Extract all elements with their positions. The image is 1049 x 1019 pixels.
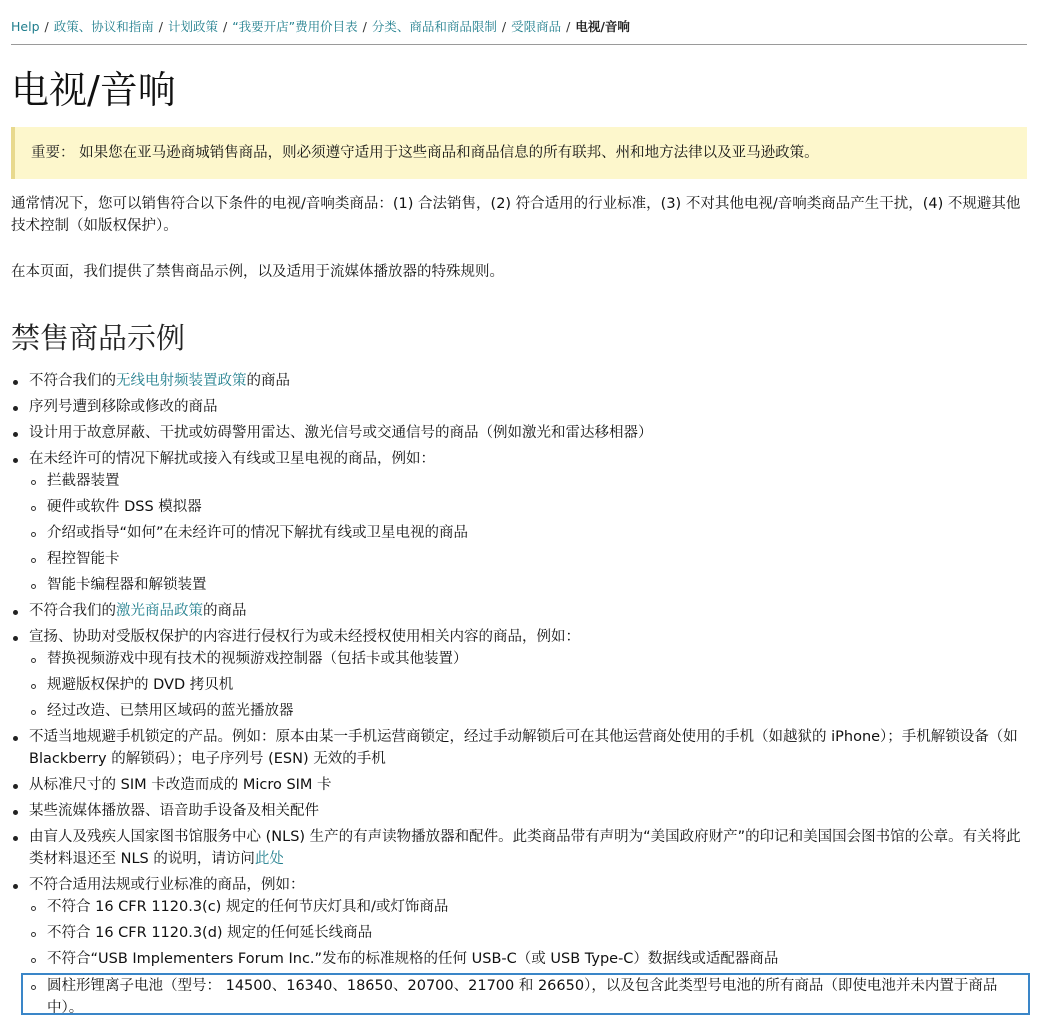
divider [11, 44, 1027, 45]
radio-frequency-policy-link[interactable]: 无线电射频装置政策 [116, 373, 247, 389]
breadcrumb-separator: / [222, 19, 228, 34]
breadcrumb-separator: / [158, 19, 163, 34]
list-item: 序列号遭到移除或修改的商品 [29, 399, 218, 415]
sub-bullet-icon [31, 584, 36, 589]
sub-bullet-icon [31, 558, 36, 563]
sub-bullet-icon [31, 684, 36, 689]
sub-list-item: 不符合“USB Implementers Forum Inc.”发布的标准规格的任何 USB-C（或 USB Type-C）数据线或适配器商品 [47, 951, 779, 967]
bullet-icon [13, 784, 18, 789]
bullet-icon [13, 836, 18, 841]
bullet-icon [13, 810, 18, 815]
sub-list-item: 圆柱形锂离子电池（型号： 14500、16340、18650、20700、21700 和 26650），以及包含此类型号电池的所有商品（即使电池并未内置于商品中）。 [47, 978, 998, 1016]
sub-list-item: 经过改造、已禁用区域码的蓝光播放器 [47, 703, 294, 719]
breadcrumb [11, 17, 630, 37]
list-item-text: 的商品 [203, 603, 247, 619]
bullet-icon [13, 636, 18, 641]
list-item-text: 不符合我们的 [29, 603, 116, 619]
bullet-icon [13, 380, 18, 385]
sub-bullet-icon [31, 506, 36, 511]
list-item: 不符合适用法规或行业标准的商品，例如： [29, 877, 305, 893]
list-item: 在未经许可的情况下解扰或接入有线或卫星电视的商品，例如： [29, 451, 435, 467]
bullet-icon [13, 432, 18, 437]
sub-bullet-icon [31, 932, 36, 937]
bullet-icon [13, 610, 18, 615]
bullet-icon [13, 884, 18, 889]
sub-list-item: 介绍或指导“如何”在未经许可的情况下解扰有线或卫星电视的商品 [47, 525, 469, 541]
breadcrumb-link-help[interactable]: Help [11, 19, 40, 34]
breadcrumb-separator: / [362, 19, 367, 34]
notice-text: 如果您在亚马逊商城销售商品，则必须遵守适用于这些商品和商品信息的所有联邦、州和地方法律以及亚马逊政策。 [79, 145, 819, 161]
breadcrumb-link-policies[interactable]: 政策、协议和指南 [53, 19, 154, 34]
list-item-text: 不符合我们的 [29, 373, 116, 389]
bullet-icon [13, 406, 18, 411]
sub-list-item: 替换视频游戏中现有技术的视频游戏控制器（包括卡或其他装置） [47, 651, 468, 667]
section-title: 禁售商品示例 [11, 321, 186, 355]
sub-list-item: 不符合 16 CFR 1120.3(d) 规定的任何延长线商品 [47, 925, 373, 941]
sub-list-item: 规避版权保护的 DVD 拷贝机 [47, 677, 234, 693]
sub-bullet-icon [31, 906, 36, 911]
sub-bullet-icon [31, 958, 36, 963]
sub-list-item: 程控智能卡 [47, 551, 120, 567]
list-item [29, 826, 1027, 870]
bullet-icon [13, 736, 18, 741]
intro-paragraph: 通常情况下，您可以销售符合以下条件的电视/音响类商品：(1) 合法销售，(2) 符合适用的行业标准，(3) 不对其他电视/音响类商品产生干扰，(4) 不规避其他技术控制（如版权保护）。 [11, 196, 1021, 234]
breadcrumb-separator: / [566, 19, 571, 34]
highlight-box [21, 973, 1030, 1015]
page-title: 电视/音响 [11, 68, 176, 112]
breadcrumb-link-program-policies[interactable]: 计划政策 [167, 19, 218, 34]
sub-bullet-icon [31, 532, 36, 537]
list-item [29, 370, 290, 392]
breadcrumb-link-fee-schedule[interactable]: “我要开店”费用价目表 [232, 19, 358, 34]
laser-policy-link[interactable]: 激光商品政策 [116, 603, 203, 619]
breadcrumb-link-categories[interactable]: 分类、商品和商品限制 [371, 19, 497, 34]
breadcrumb-current: 电视/音响 [575, 19, 630, 34]
notice-label: 重要： [31, 145, 75, 161]
breadcrumb-link-restricted[interactable]: 受限商品 [511, 19, 562, 34]
sub-bullet-icon [31, 658, 36, 663]
list-item: 某些流媒体播放器、语音助手设备及相关配件 [29, 803, 319, 819]
sub-list-item: 智能卡编程器和解锁装置 [47, 577, 207, 593]
list-item: 宣扬、协助对受版权保护的内容进行侵权行为或未经授权使用相关内容的商品，例如： [29, 629, 580, 645]
sub-list-item: 不符合 16 CFR 1120.3(c) 规定的任何节庆灯具和/或灯饰商品 [47, 899, 449, 915]
sub-bullet-icon [31, 480, 36, 485]
list-item-text: 由盲人及残疾人国家图书馆服务中心 (NLS) 生产的有声读物播放器和配件。此类商品带有声明为“美国政府财产”的印记和美国国会图书馆的公章。有关将此类材料退还至 NLS 的说明，请访问 [29, 829, 1021, 867]
breadcrumb-separator: / [501, 19, 507, 34]
list-item: 设计用于故意屏蔽、干扰或妨碍警用雷达、激光信号或交通信号的商品（例如激光和雷达移相器） [29, 425, 653, 441]
important-notice [11, 127, 1027, 179]
breadcrumb-separator: / [44, 19, 49, 34]
list-item: 从标准尺寸的 SIM 卡改造而成的 Micro SIM 卡 [29, 777, 332, 793]
list-item [29, 600, 247, 622]
sub-list-item: 硬件或软件 DSS 模拟器 [47, 499, 202, 515]
bullet-icon [13, 458, 18, 463]
list-item: 不适当地规避手机锁定的产品。例如：原本由某一手机运营商锁定，经过手动解锁后可在其他运营商处使用的手机（如越狱的 iPhone）；手机解锁设备（如 Blackberry 的解锁码）；电子序列号 (ESN) 无效的手机 [29, 729, 1018, 767]
intro-paragraph-2: 在本页面，我们提供了禁售商品示例，以及适用于流媒体播放器的特殊规则。 [11, 264, 504, 280]
nls-here-link[interactable]: 此处 [254, 851, 284, 867]
sub-bullet-icon [31, 710, 36, 715]
list-item-text: 的商品 [246, 373, 290, 389]
sub-list-item: 拦截器装置 [47, 473, 120, 489]
